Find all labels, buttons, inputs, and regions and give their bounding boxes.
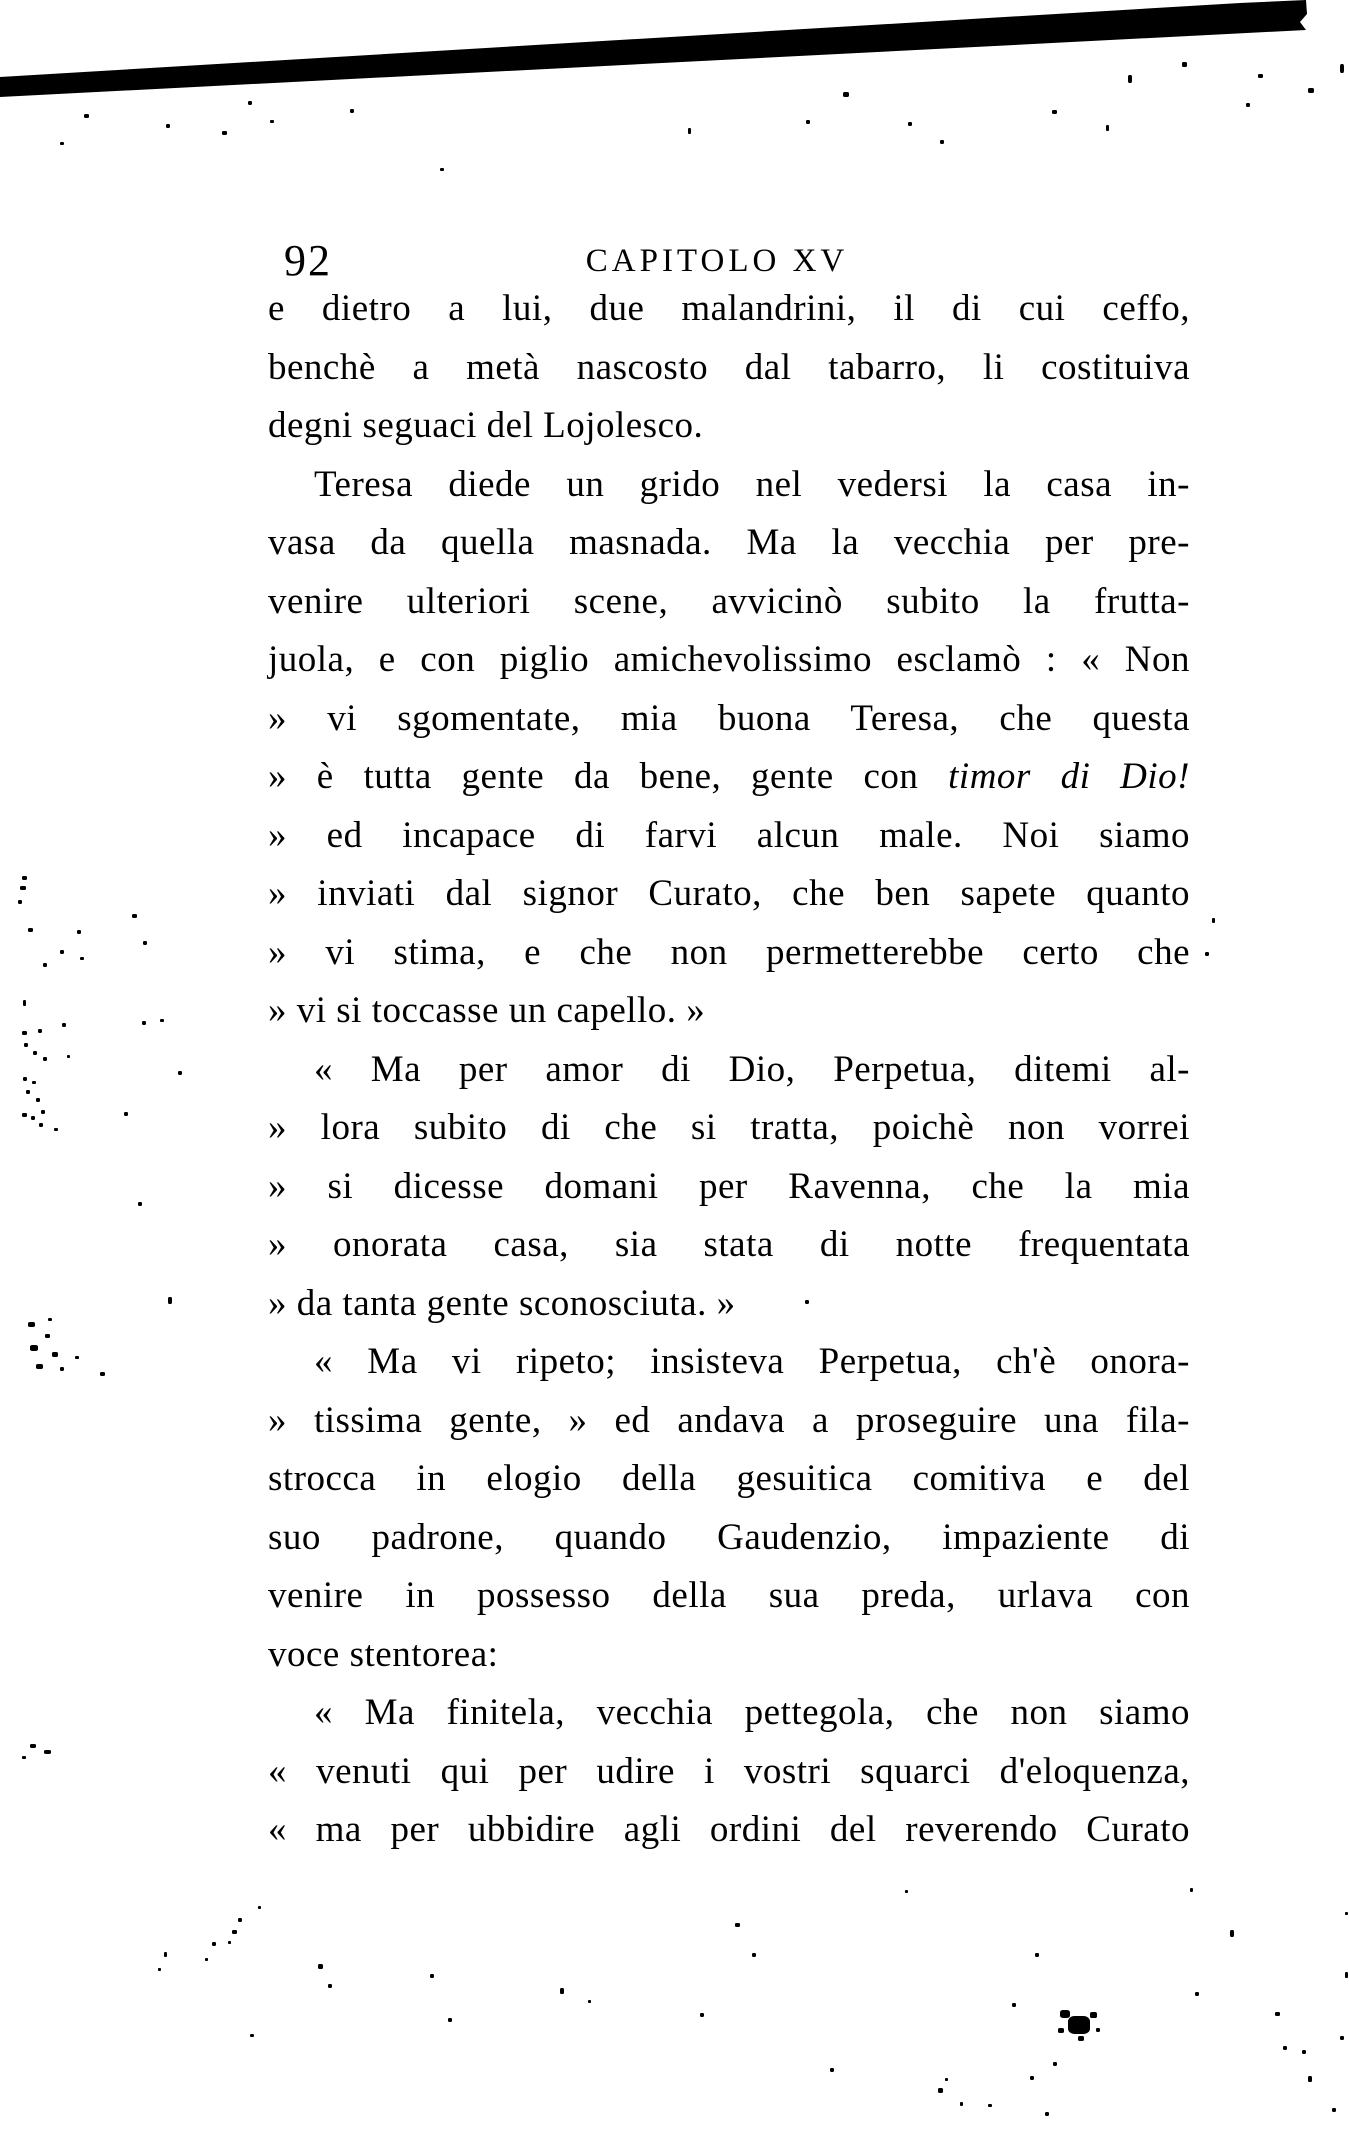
- scan-noise-speck: [30, 1744, 36, 1748]
- scan-noise-speck: [908, 122, 912, 126]
- text-segment: suo padrone, quando Gaudenzio, impaziente di: [268, 1516, 1190, 1558]
- scan-noise-speck: [62, 1023, 66, 1027]
- scan-noise-speck: [588, 2000, 591, 2003]
- scan-noise-speck: [700, 2013, 704, 2017]
- scan-noise-speck: [228, 1941, 231, 1944]
- scan-noise-speck: [940, 140, 944, 144]
- scan-noise-speck: [1060, 2010, 1070, 2018]
- scan-noise-speck: [1195, 1992, 1199, 1996]
- text-segment: strocca in elogio della gesuitica comitiva e del: [268, 1458, 1190, 1499]
- scan-noise-speck: [1258, 74, 1263, 78]
- scan-noise-speck: [20, 886, 26, 890]
- scan-noise-speck: [560, 1988, 564, 1994]
- scan-noise-speck: [1030, 2076, 1034, 2080]
- scan-noise-speck: [142, 1021, 146, 1025]
- text-segment: « Ma finitela, vecchia pettegola, che non siamo: [314, 1692, 1190, 1733]
- scan-noise-speck: [22, 876, 27, 880]
- text-segment: vasa da quella masnada. Ma la vecchia per pre-: [268, 522, 1190, 563]
- text-segment: venire in possesso della sua preda, urlava con: [268, 1575, 1190, 1616]
- scan-noise-speck: [258, 1906, 261, 1909]
- scan-noise-speck: [1052, 110, 1057, 114]
- scan-noise-speck: [248, 101, 252, 105]
- scan-noise-speck: [166, 124, 170, 128]
- scan-noise-speck: [52, 1352, 58, 1357]
- scan-noise-speck: [688, 128, 691, 134]
- scan-noise-speck: [31, 1116, 35, 1120]
- scan-noise-speck: [43, 1057, 47, 1061]
- scan-noise-speck: [1182, 62, 1187, 67]
- scan-noise-speck: [1045, 2112, 1049, 2116]
- scan-noise-speck: [1308, 88, 1314, 93]
- scan-noise-speck: [205, 1958, 208, 1961]
- scan-noise-speck: [28, 1322, 35, 1327]
- scan-noise-speck: [30, 1345, 38, 1351]
- scan-noise-speck: [158, 1968, 161, 1971]
- text-segment: « Ma vi ripeto; insisteva Perpetua, ch'è onora-: [314, 1341, 1190, 1382]
- scan-noise-speck: [67, 1055, 70, 1058]
- text-segment: benchè a metà nascosto dal tabarro, li costituiva: [268, 346, 1190, 388]
- scan-noise-speck: [23, 1000, 26, 1006]
- scan-noise-speck: [22, 1031, 27, 1035]
- scan-noise-speck: [212, 1942, 216, 1946]
- text-segment: degni seguaci del Lojolesco.: [268, 405, 704, 446]
- scan-noise-speck: [250, 2034, 254, 2037]
- scan-noise-speck: [36, 1098, 40, 1102]
- page-number: 92: [284, 236, 332, 285]
- text-segment: « ma per ubbidire agli ordini del reverendo Curato: [268, 1809, 1190, 1850]
- scan-noise-speck: [60, 142, 64, 145]
- scan-noise-speck: [26, 1090, 30, 1094]
- text-segment: » vi stima, e che non permetterebbe certo che: [268, 931, 1190, 973]
- scan-noise-speck: [440, 168, 444, 171]
- scan-noise-speck: [24, 1043, 28, 1047]
- text-segment: » inviati dal signor Curato, che ben sapete quanto: [268, 873, 1190, 914]
- scan-noise-speck: [39, 1123, 43, 1127]
- scan-noise-speck: [1078, 2036, 1084, 2041]
- scan-noise-speck: [988, 2104, 992, 2107]
- chapter-title: CAPITOLO XV: [585, 243, 849, 279]
- text-segment: » vi si toccasse un capello. »: [268, 990, 706, 1031]
- scan-noise-speck: [143, 941, 147, 945]
- scan-noise-speck: [830, 2068, 834, 2072]
- scan-noise-speck: [164, 1952, 167, 1957]
- scan-noise-speck: [238, 1918, 242, 1922]
- scan-noise-speck: [84, 114, 89, 118]
- scan-noise-speck: [178, 1071, 182, 1075]
- scan-noise-speck: [41, 1110, 45, 1114]
- scan-noise-speck: [38, 1029, 42, 1033]
- scan-noise-speck: [168, 1297, 172, 1304]
- scan-noise-speck: [1246, 103, 1250, 107]
- scan-noise-speck: [1345, 1972, 1348, 1978]
- scan-noise-speck: [1212, 918, 1215, 923]
- text-segment: voce stentorea:: [268, 1633, 499, 1675]
- scan-noise-speck: [270, 120, 274, 123]
- scan-noise-speck: [905, 1890, 908, 1893]
- text-segment: » onorata casa, sia stata di notte frequentata: [268, 1224, 1190, 1265]
- scan-noise-speck: [48, 1318, 52, 1321]
- scan-noise-speck: [75, 1356, 79, 1359]
- italic-text-segment: timor di Dio!: [948, 756, 1191, 797]
- scan-noise-speck: [806, 120, 810, 124]
- scan-noise-speck: [80, 957, 84, 960]
- scan-noise-speck: [735, 1923, 740, 1927]
- scan-noise-speck: [1275, 2012, 1280, 2016]
- scan-noise-speck: [1058, 2028, 1064, 2033]
- scan-noise-speck: [1012, 2003, 1016, 2007]
- text-segment: « venuti qui per udire i vostri squarci d'eloquenza,: [268, 1750, 1190, 1792]
- scan-noise-speck: [752, 1953, 756, 1957]
- scan-noise-speck: [60, 1367, 64, 1371]
- scan-noise-speck: [100, 1372, 105, 1376]
- scan-noise-speck: [1128, 75, 1132, 83]
- scan-noise-speck: [960, 2102, 963, 2106]
- scan-noise-speck: [938, 2088, 943, 2093]
- text-segment: e dietro a lui, due malandrini, il di cui ceffo,: [268, 288, 1190, 329]
- text-segment: » lora subito di che si tratta, poichè non vorrei: [268, 1107, 1190, 1148]
- scan-noise-speck: [222, 131, 227, 135]
- scan-noise-speck: [350, 109, 354, 113]
- scan-noise-speck: [138, 1202, 142, 1206]
- text-segment: « Ma per amor di Dio, Perpetua, ditemi al-: [314, 1048, 1190, 1090]
- scan-noise-speck: [448, 2018, 452, 2022]
- scan-noise-speck: [1308, 2076, 1312, 2082]
- text-segment: » si dicesse domani per Ravenna, che la mia: [268, 1165, 1190, 1207]
- text-segment: » ed incapace di farvi alcun male. Noi siamo: [268, 814, 1190, 856]
- scan-noise-speck: [45, 1334, 50, 1338]
- scan-noise-speck: [54, 1128, 58, 1131]
- scan-noise-speck: [1035, 1953, 1039, 1957]
- scan-noise-speck: [1053, 2062, 1057, 2066]
- scan-noise-speck: [1283, 2046, 1287, 2050]
- scan-noise-speck: [132, 914, 137, 918]
- scan-noise-speck: [22, 1756, 26, 1759]
- text-segment: » è tutta gente da bene, gente con: [268, 756, 949, 797]
- text-segment: » tissima gente, » ed andava a proseguire una fila-: [268, 1399, 1190, 1441]
- scan-noise-speck: [1340, 2036, 1344, 2040]
- scan-noise-speck: [318, 1964, 323, 1969]
- text-segment: » vi sgomentate, mia buona Teresa, che questa: [268, 697, 1190, 739]
- scan-noise-speck: [1190, 1888, 1193, 1892]
- text-segment: » da tanta gente sconosciuta. »: [268, 1282, 736, 1324]
- text-segment: juola, e con piglio amichevolissimo esclamò : « Non: [268, 639, 1190, 680]
- scan-noise-speck: [43, 963, 47, 967]
- scan-noise-speck: [1345, 1912, 1348, 1915]
- scan-noise-speck: [1106, 125, 1109, 131]
- scan-noise-speck: [18, 900, 22, 904]
- scan-noise-speck: [1205, 952, 1209, 956]
- scan-noise-speck: [33, 1051, 37, 1055]
- scan-noise-speck: [28, 928, 33, 932]
- scan-noise-speck: [124, 1112, 128, 1116]
- scan-noise-speck: [77, 930, 81, 934]
- scan-noise-speck: [430, 1974, 434, 1978]
- scan-noise-speck: [32, 1081, 36, 1084]
- text-segment: venire ulteriori scene, avvicinò subito la frutta-: [268, 580, 1190, 622]
- text-segment: Teresa diede un grido nel vedersi la casa in-: [314, 463, 1190, 505]
- scan-noise-speck: [232, 1930, 237, 1934]
- scan-noise-speck: [843, 92, 849, 97]
- scan-noise-speck: [1332, 2108, 1336, 2112]
- scan-noise-speck: [1068, 2016, 1090, 2034]
- scan-noise-speck: [160, 1019, 164, 1022]
- scan-noise-speck: [23, 1077, 27, 1081]
- scan-noise-speck: [328, 1984, 332, 1988]
- scan-noise-speck: [60, 950, 64, 954]
- scan-noise-speck: [1096, 2028, 1100, 2032]
- scan-noise-speck: [1302, 2050, 1306, 2054]
- scan-noise-speck: [44, 1750, 51, 1754]
- scan-noise-speck: [36, 1364, 43, 1369]
- scan-noise-speck: [805, 1300, 809, 1304]
- scan-noise-speck: [1230, 1930, 1234, 1937]
- scan-noise-speck: [1090, 2012, 1097, 2018]
- scan-noise-speck: [22, 1113, 27, 1117]
- scan-noise-speck: [1340, 64, 1344, 73]
- scan-noise-speck: [945, 2078, 948, 2081]
